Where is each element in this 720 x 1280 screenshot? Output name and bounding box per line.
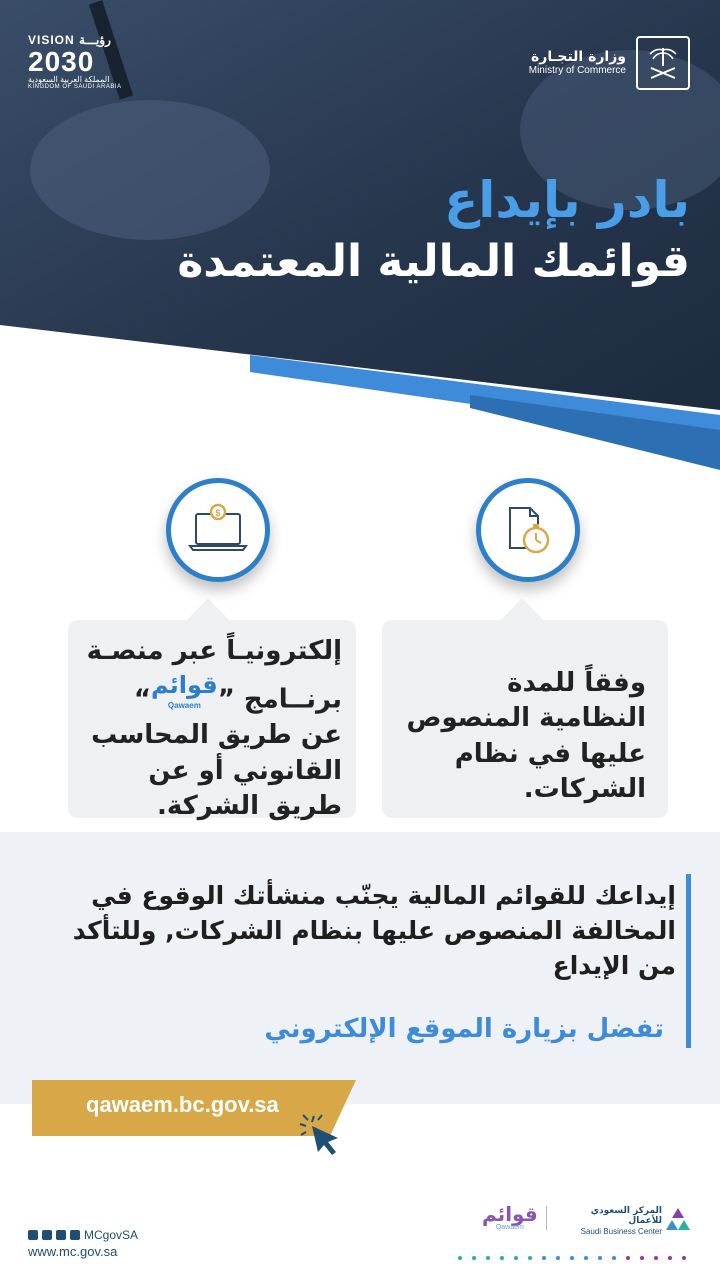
headline bbox=[177, 168, 690, 290]
ministry-website-link[interactable]: www.mc.gov.sa bbox=[28, 1244, 118, 1259]
headline-line-1: بادر بإيداع bbox=[444, 171, 690, 229]
website-link[interactable]: qawaem.bc.gov.sa bbox=[86, 1092, 279, 1117]
palm-swords-emblem-icon bbox=[636, 36, 690, 90]
info-text: إيداعك للقوائم المالية يجنّب منشأتك الوقوع في المخالفة المنصوص عليها بنظام الشركات, وللتأكد من الإيداع bbox=[72, 881, 676, 980]
vision-kingdom-en: KINGDOM OF SAUDI ARABIA bbox=[28, 84, 122, 91]
qawaem-logo-en: Qawaem bbox=[495, 1224, 524, 1231]
youtube-icon[interactable] bbox=[70, 1230, 80, 1240]
laptop-coin-icon bbox=[166, 478, 270, 582]
ministry-name-ar: وزارة التجـارة bbox=[531, 48, 626, 65]
visit-website-cta: تفضل بزيارة الموقع الإلكتروني bbox=[264, 1014, 664, 1044]
quote-close: “ bbox=[133, 684, 151, 715]
cursor-click-icon bbox=[298, 1110, 348, 1164]
footer-divider bbox=[546, 1206, 547, 1230]
qawaem-inline-logo bbox=[151, 669, 218, 710]
instagram-icon[interactable] bbox=[56, 1230, 66, 1240]
sbc-mark-icon bbox=[666, 1206, 690, 1234]
qawaem-inline-en: Qawaem bbox=[167, 700, 201, 710]
saudi-business-center-logo bbox=[556, 1206, 690, 1234]
quote-open: برنــامج ” bbox=[217, 684, 342, 715]
vision-year: 2030 bbox=[28, 45, 95, 77]
ministry-name-en: Ministry of Commerce bbox=[528, 65, 626, 77]
electronic-filing-card bbox=[68, 620, 356, 822]
card-pointer bbox=[500, 598, 544, 621]
filing-line-3: عن طريق المحاسب القانوني أو عن طريق الشركة. bbox=[91, 720, 342, 822]
vision-label: VISION رؤيـــة bbox=[28, 33, 111, 47]
social-handle: MCgovSA bbox=[84, 1228, 139, 1242]
card-pointer bbox=[186, 598, 230, 621]
filing-line-2 bbox=[72, 669, 342, 718]
qawaem-inline-ar: قوائم bbox=[150, 671, 218, 700]
qawaem-logo bbox=[482, 1204, 538, 1231]
social-media-row bbox=[28, 1228, 138, 1242]
electronic-filing-card-text bbox=[72, 634, 342, 824]
sbc-name-en: Saudi Business Center bbox=[580, 1226, 662, 1236]
svg-text:$: $ bbox=[215, 508, 221, 518]
facebook-icon[interactable] bbox=[42, 1230, 52, 1240]
document-stopwatch-icon bbox=[476, 478, 580, 582]
ministry-of-commerce-logo bbox=[529, 36, 690, 90]
vision-kingdom-ar: المملكة العربية السعودية bbox=[28, 74, 110, 84]
sbc-name-ar: المركز السعودي للأعمال bbox=[590, 1206, 662, 1227]
decorative-dots bbox=[456, 1254, 696, 1262]
deadline-card-text: وفقاً للمدة النظامية المنصوص عليها في نظام الشركات. bbox=[406, 668, 646, 805]
filing-line-1: إلكترونيـاً عبر منصـة bbox=[86, 636, 342, 666]
twitter-icon[interactable] bbox=[28, 1230, 38, 1240]
deadline-card bbox=[382, 620, 668, 818]
vision-2030-logo bbox=[28, 34, 122, 91]
info-accent-bar bbox=[686, 874, 691, 1048]
headline-line-2: قوائمك المالية المعتمدة bbox=[177, 236, 690, 287]
qawaem-logo-ar: قوائم bbox=[482, 1202, 538, 1226]
